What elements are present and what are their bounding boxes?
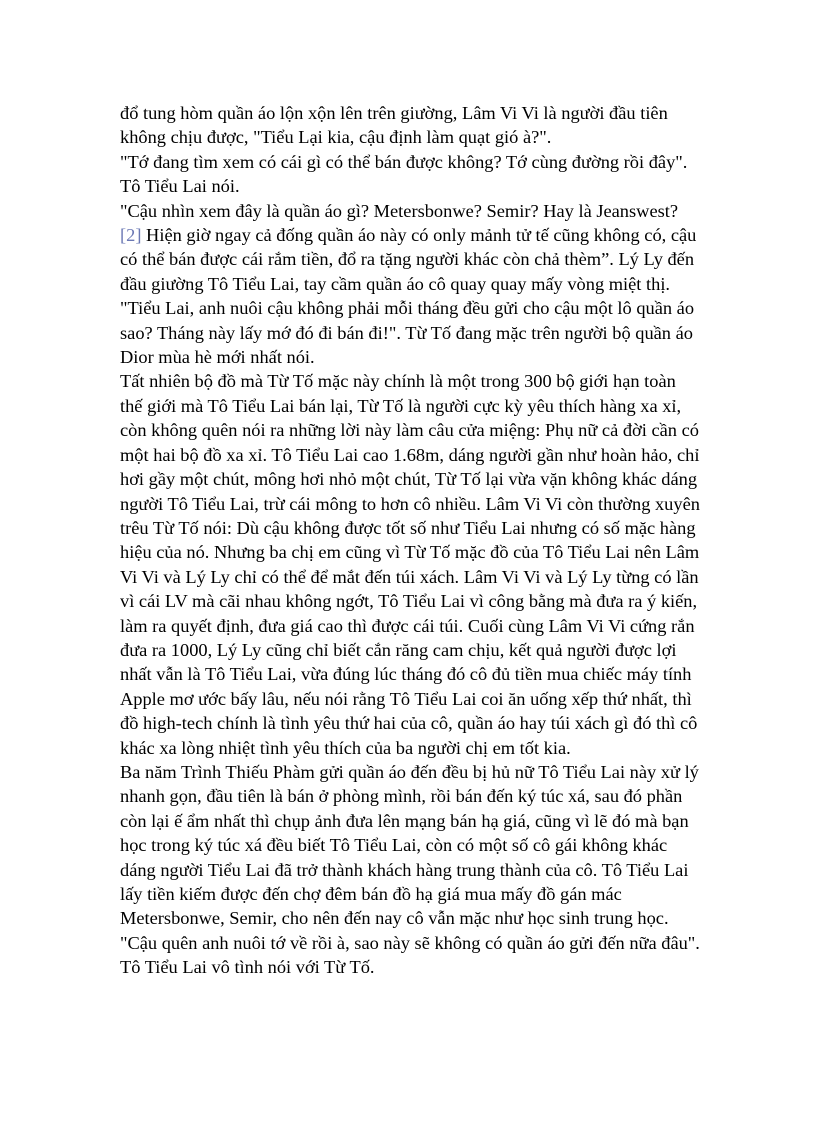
footnote-reference-link[interactable]: [2] [120, 225, 142, 246]
paragraph-7: "Cậu quên anh nuôi tớ về rồi à, sao này sẽ không có quần áo gửi đến nữa đâu". Tô Tiểu Lai vô tình nói với Từ Tố. [120, 932, 700, 978]
paragraph-2: "Tớ đang tìm xem có cái gì có thể bán được không? Tớ cùng đường rồi đây". Tô Tiểu Lai nói. [120, 151, 688, 197]
paragraph-4: "Tiểu Lai, anh nuôi cậu không phải mỗi tháng đều gửi cho cậu một lô quần áo sao? Tháng này lấy mớ đó đi bán đi!". Từ Tố đang mặc trên người bộ quần áo Dior mùa hè mới nhất nói. [120, 298, 695, 368]
paragraph-3-text-after: Hiện giờ ngay cả đống quần áo này có only mảnh tử tế cũng không có, cậu có thể bán được cái rắm tiền, đổ ra tặng người khác còn chả thèm”. Lý Ly đến đầu giường Tô Tiểu Lai, tay cầm quần áo cô quay quay mấy vòng miệt thị. [120, 225, 697, 294]
paragraph-1: đổ tung hòm quần áo lộn xộn lên trên giường, Lâm Vi Vi là người đầu tiên không chịu được, "Tiểu Lại kia, cậu định làm quạt gió à?". [120, 103, 668, 148]
document-page [120, 101, 700, 980]
paragraph-3 [120, 199, 700, 297]
paragraph-6: Ba năm Trình Thiếu Phàm gửi quần áo đến đều bị hủ nữ Tô Tiểu Lai này xử lý nhanh gọn, đầu tiên là bán ở phòng mình, rồi bán đến ký túc xá, sau đó phần còn lại ế ẩm nhất thì chụp ảnh đưa lên mạng bán hạ giá, cũng vì lẽ đó mà bạn học trong ký túc xá đều biết Tô Tiểu Lai, còn có một số cô gái không khác dáng người Tiểu Lai đã trở thành khách hàng trung thành của cô. Tô Tiểu Lai lấy tiền kiếm được đến chợ đêm bán đồ hạ giá mua mấy đồ gán mác Metersbonwe, Semir, cho nên đến nay cô vẫn mặc như học sinh trung học. [120, 761, 699, 929]
paragraph-3-text-before: "Cậu nhìn xem đây là quần áo gì? Metersbonwe? Semir? Hay là Jeanswest? [120, 200, 679, 221]
paragraph-5: Tất nhiên bộ đồ mà Từ Tố mặc này chính là một trong 300 bộ giới hạn toàn thế giới mà Tô Tiểu Lai bán lại, Từ Tố là người cực kỳ yêu thích hàng xa xỉ, còn không quên nói ra những lời này làm câu cửa miệng: Phụ nữ cả đời cần có một hai bộ đồ xa xỉ. Tô Tiểu Lai cao 1.68m, dáng người gần như hoàn hảo, chỉ hơi gầy một chút, mông hơi nhỏ một chút, Từ Tố lại vừa vặn không khác dáng người Tô Tiểu Lai, trừ cái mông to hơn cô nhiều. Lâm Vi Vi còn thường xuyên trêu Từ Tố nói: Dù cậu không được tốt số như Tiểu Lai nhưng có số mặc hàng hiệu của nó. Nhưng ba chị em cũng vì Từ Tố mặc đồ của Tô Tiểu Lai nên Lâm Vi Vi và Lý Ly chỉ có thể để mắt đến túi xách. Lâm Vi Vi và Lý Ly từng có lần vì cái LV mà cãi nhau không ngớt, Tô Tiểu Lai vì công bằng mà đưa ra ý kiến, làm ra quyết định, đưa giá cao thì được cái túi. Cuối cùng Lâm Vi Vi cứng rắn đưa ra 1000, Lý Ly cũng chỉ biết cắn răng cam chịu, kết quả người được lợi nhất vẫn là Tô Tiểu Lai, vừa đúng lúc tháng đó cô đủ tiền mua chiếc máy tính Apple mơ ước bấy lâu, nếu nói rằng Tô Tiểu Lai coi ăn uống xếp thứ nhất, thì đồ high-tech chính là tình yêu thứ hai của cô, quần áo hay túi xách gì đó thì cô khác xa lòng nhiệt tình yêu thích của ba người chị em tốt kia. [120, 371, 700, 758]
